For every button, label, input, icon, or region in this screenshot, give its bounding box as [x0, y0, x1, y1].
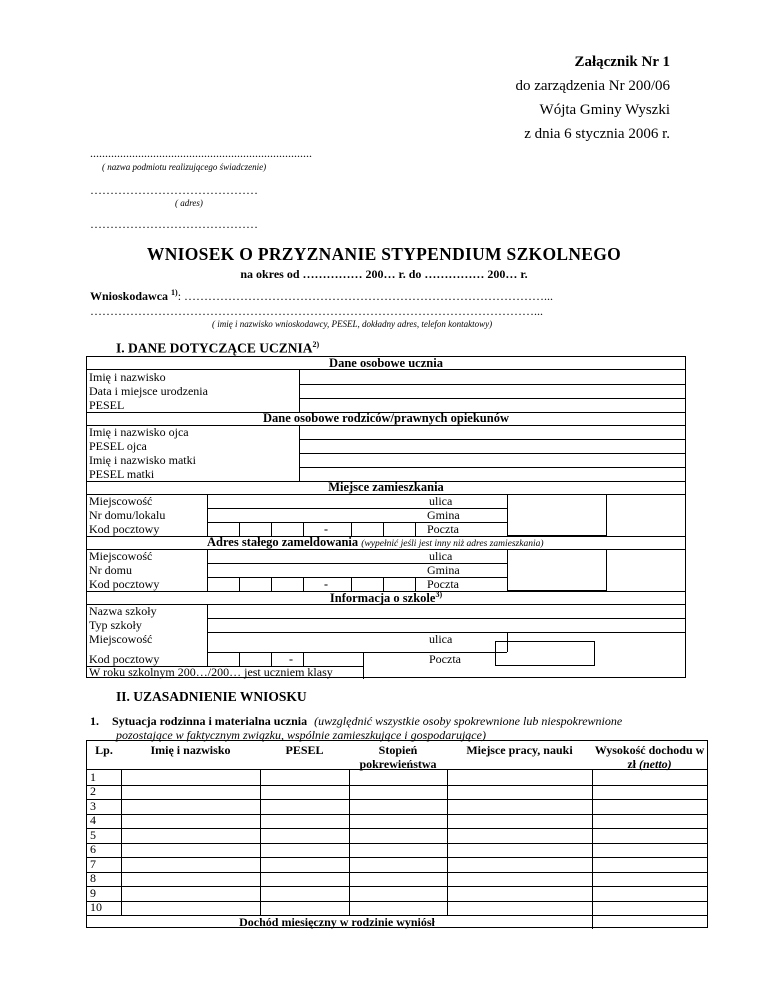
- residence-right-field[interactable]: [507, 494, 607, 536]
- postal-digit-line: [415, 522, 416, 536]
- row-line: [87, 828, 707, 829]
- postcode-dash: -: [324, 522, 328, 536]
- postal-digit-line: [383, 577, 384, 591]
- mother-name-label: Imię i nazwisko matki: [89, 453, 196, 467]
- family-row-number: 8: [90, 871, 96, 885]
- row-line: [299, 439, 685, 440]
- postal-digit-line: [271, 652, 272, 666]
- situation-heading: [90, 714, 622, 729]
- postal-digit-line: [303, 652, 304, 666]
- col-line: [207, 604, 208, 666]
- school-street-label: ulica: [429, 632, 453, 646]
- row-line: [207, 577, 507, 578]
- registered-note: (wypełnić jeśli jest inny niż adres zamieszkania): [361, 539, 544, 549]
- form-period[interactable]: na okres od …………… 200… r. do …………… 200… r.: [240, 267, 528, 281]
- annex-date: z dnia 6 stycznia 2006 r.: [524, 126, 670, 142]
- postcode-dash: -: [289, 652, 293, 666]
- row-line: [87, 886, 707, 887]
- residence-house-label: Nr domu/lokalu: [89, 508, 166, 522]
- section-2-title: II. UZASADNIENIE WNIOSKU: [116, 689, 307, 704]
- student-header: Dane osobowe ucznia: [329, 356, 443, 370]
- residence-header: Miejsce zamieszkania: [328, 480, 444, 494]
- applicant-label: Wnioskodawca: [90, 289, 169, 303]
- postal-digit-line: [303, 577, 304, 591]
- applicant-footnote: 1): [171, 288, 178, 297]
- row-line: [299, 467, 685, 468]
- row-line: [87, 872, 707, 873]
- student-pesel-label: PESEL: [89, 398, 125, 412]
- postal-digit-line: [351, 522, 352, 536]
- family-income-table: [86, 740, 708, 928]
- col-line: [299, 425, 300, 481]
- row-line: [87, 785, 707, 786]
- annex-authority: Wójta Gminy Wyszki: [539, 102, 670, 118]
- row-line: [87, 843, 707, 844]
- registered-postcode-label: Kod pocztowy: [89, 577, 160, 591]
- col-line: [207, 549, 208, 591]
- col-line: [363, 652, 364, 679]
- residence-street-label: ulica: [429, 494, 453, 508]
- col-name: Imię i nazwisko: [150, 743, 231, 757]
- postal-digit-line: [351, 577, 352, 591]
- school-post-label: Poczta: [429, 652, 461, 666]
- col-line: [260, 769, 261, 915]
- annex-ordinance: do zarządzenia Nr 200/06: [515, 78, 670, 94]
- father-pesel-label: PESEL ojca: [89, 439, 147, 453]
- annex-number: Załącznik Nr 1: [574, 54, 670, 70]
- applicant-dots: : ………………………………………………………………………………...: [177, 289, 554, 303]
- school-right-field[interactable]: [495, 641, 595, 666]
- student-data-table: [86, 356, 686, 678]
- postal-digit-line: [239, 652, 240, 666]
- entity-address-line[interactable]: ……………………………………: [90, 183, 258, 197]
- mother-pesel-label: PESEL matki: [89, 467, 155, 481]
- row-line: [87, 799, 707, 800]
- row-line: [207, 508, 507, 509]
- col-line: [121, 769, 122, 915]
- entity-name-line[interactable]: ..........................................................................: [90, 146, 312, 160]
- col-line: [447, 769, 448, 915]
- registered-town-label: Miejscowość: [89, 549, 153, 563]
- school-header: Informacja o szkole$^{3)}$: [329, 590, 443, 606]
- registered-commune-label: Gmina: [427, 563, 460, 577]
- family-row-number: 9: [90, 886, 96, 900]
- registered-header: Adres stałego zameldowania (wypełnić jeśli jest inny niż adres zamieszkania): [207, 535, 544, 549]
- annex-header: [515, 50, 670, 146]
- col-line: [592, 769, 593, 929]
- registered-post-label: Poczta: [427, 577, 459, 591]
- school-class-label: W roku szkolnym 200…/200… jest uczniem klasy: [89, 665, 333, 679]
- row-line: [207, 618, 685, 619]
- student-birth-label: Data i miejsce urodzenia: [89, 384, 208, 398]
- postal-digit-line: [239, 522, 240, 536]
- residence-postcode-label: Kod pocztowy: [89, 522, 160, 536]
- row-line: [299, 398, 685, 399]
- row-line: [207, 522, 507, 523]
- col-lp: Lp.: [95, 743, 113, 757]
- row-line: [87, 901, 707, 902]
- family-row-number: 1: [90, 770, 96, 784]
- situation-note: (uwzględnić wszystkie osoby spokrewnione lub niespokrewnione: [314, 714, 623, 728]
- family-row-number: 4: [90, 813, 96, 827]
- col-income: Wysokość dochodu w zł (netto): [594, 743, 705, 771]
- family-row-number: 6: [90, 842, 96, 856]
- postal-digit-line: [271, 522, 272, 536]
- student-name-label: Imię i nazwisko: [89, 370, 166, 384]
- applicant-line[interactable]: [90, 288, 553, 304]
- postal-digit-line: [415, 577, 416, 591]
- postal-digit-line: [383, 522, 384, 536]
- col-line: [207, 494, 208, 536]
- residence-post-label: Poczta: [427, 522, 459, 536]
- postal-digit-line: [239, 577, 240, 591]
- registered-right-field[interactable]: [507, 549, 607, 591]
- applicant-caption: ( imię i nazwisko wnioskodawcy, PESEL, dokładny adres, telefon kontaktowy): [212, 319, 493, 329]
- col-line: [349, 769, 350, 915]
- situation-note-2: pozostające w faktycznym związku, wspólnie zamieszkujące i gospodarujące): [116, 728, 486, 742]
- parents-header: Dane osobowe rodziców/prawnych opiekunów: [263, 411, 509, 425]
- row-line: [207, 563, 507, 564]
- form-title: WNIOSEK O PRZYZNANIE STYPENDIUM SZKOLNEGO: [146, 244, 622, 264]
- row-line: [299, 384, 685, 385]
- section-1-title: I. DANE DOTYCZĄCE UCZNIA$^{2)}$: [116, 340, 320, 356]
- school-postcode-label: Kod pocztowy: [89, 652, 160, 666]
- situation-label: Sytuacja rodzinna i materialna ucznia: [112, 714, 308, 728]
- col-pesel: PESEL: [285, 743, 324, 757]
- postcode-dash: -: [324, 577, 328, 591]
- postal-digit-line: [271, 577, 272, 591]
- school-type-label: Typ szkoły: [89, 618, 142, 632]
- school-name-label: Nazwa szkoły: [89, 604, 157, 618]
- entity-address-caption: ( adres): [175, 198, 203, 208]
- row-line: [207, 652, 507, 653]
- family-row-number: 5: [90, 828, 96, 842]
- registered-street-label: ulica: [429, 549, 453, 563]
- row-line: [87, 857, 707, 858]
- col-line: [299, 369, 300, 412]
- postal-digit-line: [303, 522, 304, 536]
- registered-house-label: Nr domu: [89, 563, 132, 577]
- row-line: [299, 453, 685, 454]
- situation-number: 1.: [90, 714, 99, 728]
- residence-commune-label: Gmina: [427, 508, 460, 522]
- family-row-number: 3: [90, 799, 96, 813]
- entity-extra-line[interactable]: ……………………………………: [90, 217, 258, 231]
- col-workplace: Miejsce pracy, nauki: [466, 743, 573, 757]
- father-name-label: Imię i nazwisko ojca: [89, 425, 189, 439]
- row-line: [87, 814, 707, 815]
- monthly-income-label: Dochód miesięczny w rodzinie wyniósł: [239, 915, 435, 929]
- col-relationship: Stopień pokrewieństwa: [359, 743, 437, 771]
- school-town-label: Miejscowość: [89, 632, 153, 646]
- residence-town-label: Miejscowość: [89, 494, 153, 508]
- family-row-number: 10: [90, 900, 102, 914]
- family-row-number: 7: [90, 857, 96, 871]
- entity-name-caption: ( nazwa podmiotu realizującego świadczenie): [102, 162, 267, 172]
- applicant-line-2[interactable]: …………………………………………………………………………………………………...: [90, 304, 543, 318]
- family-row-number: 2: [90, 784, 96, 798]
